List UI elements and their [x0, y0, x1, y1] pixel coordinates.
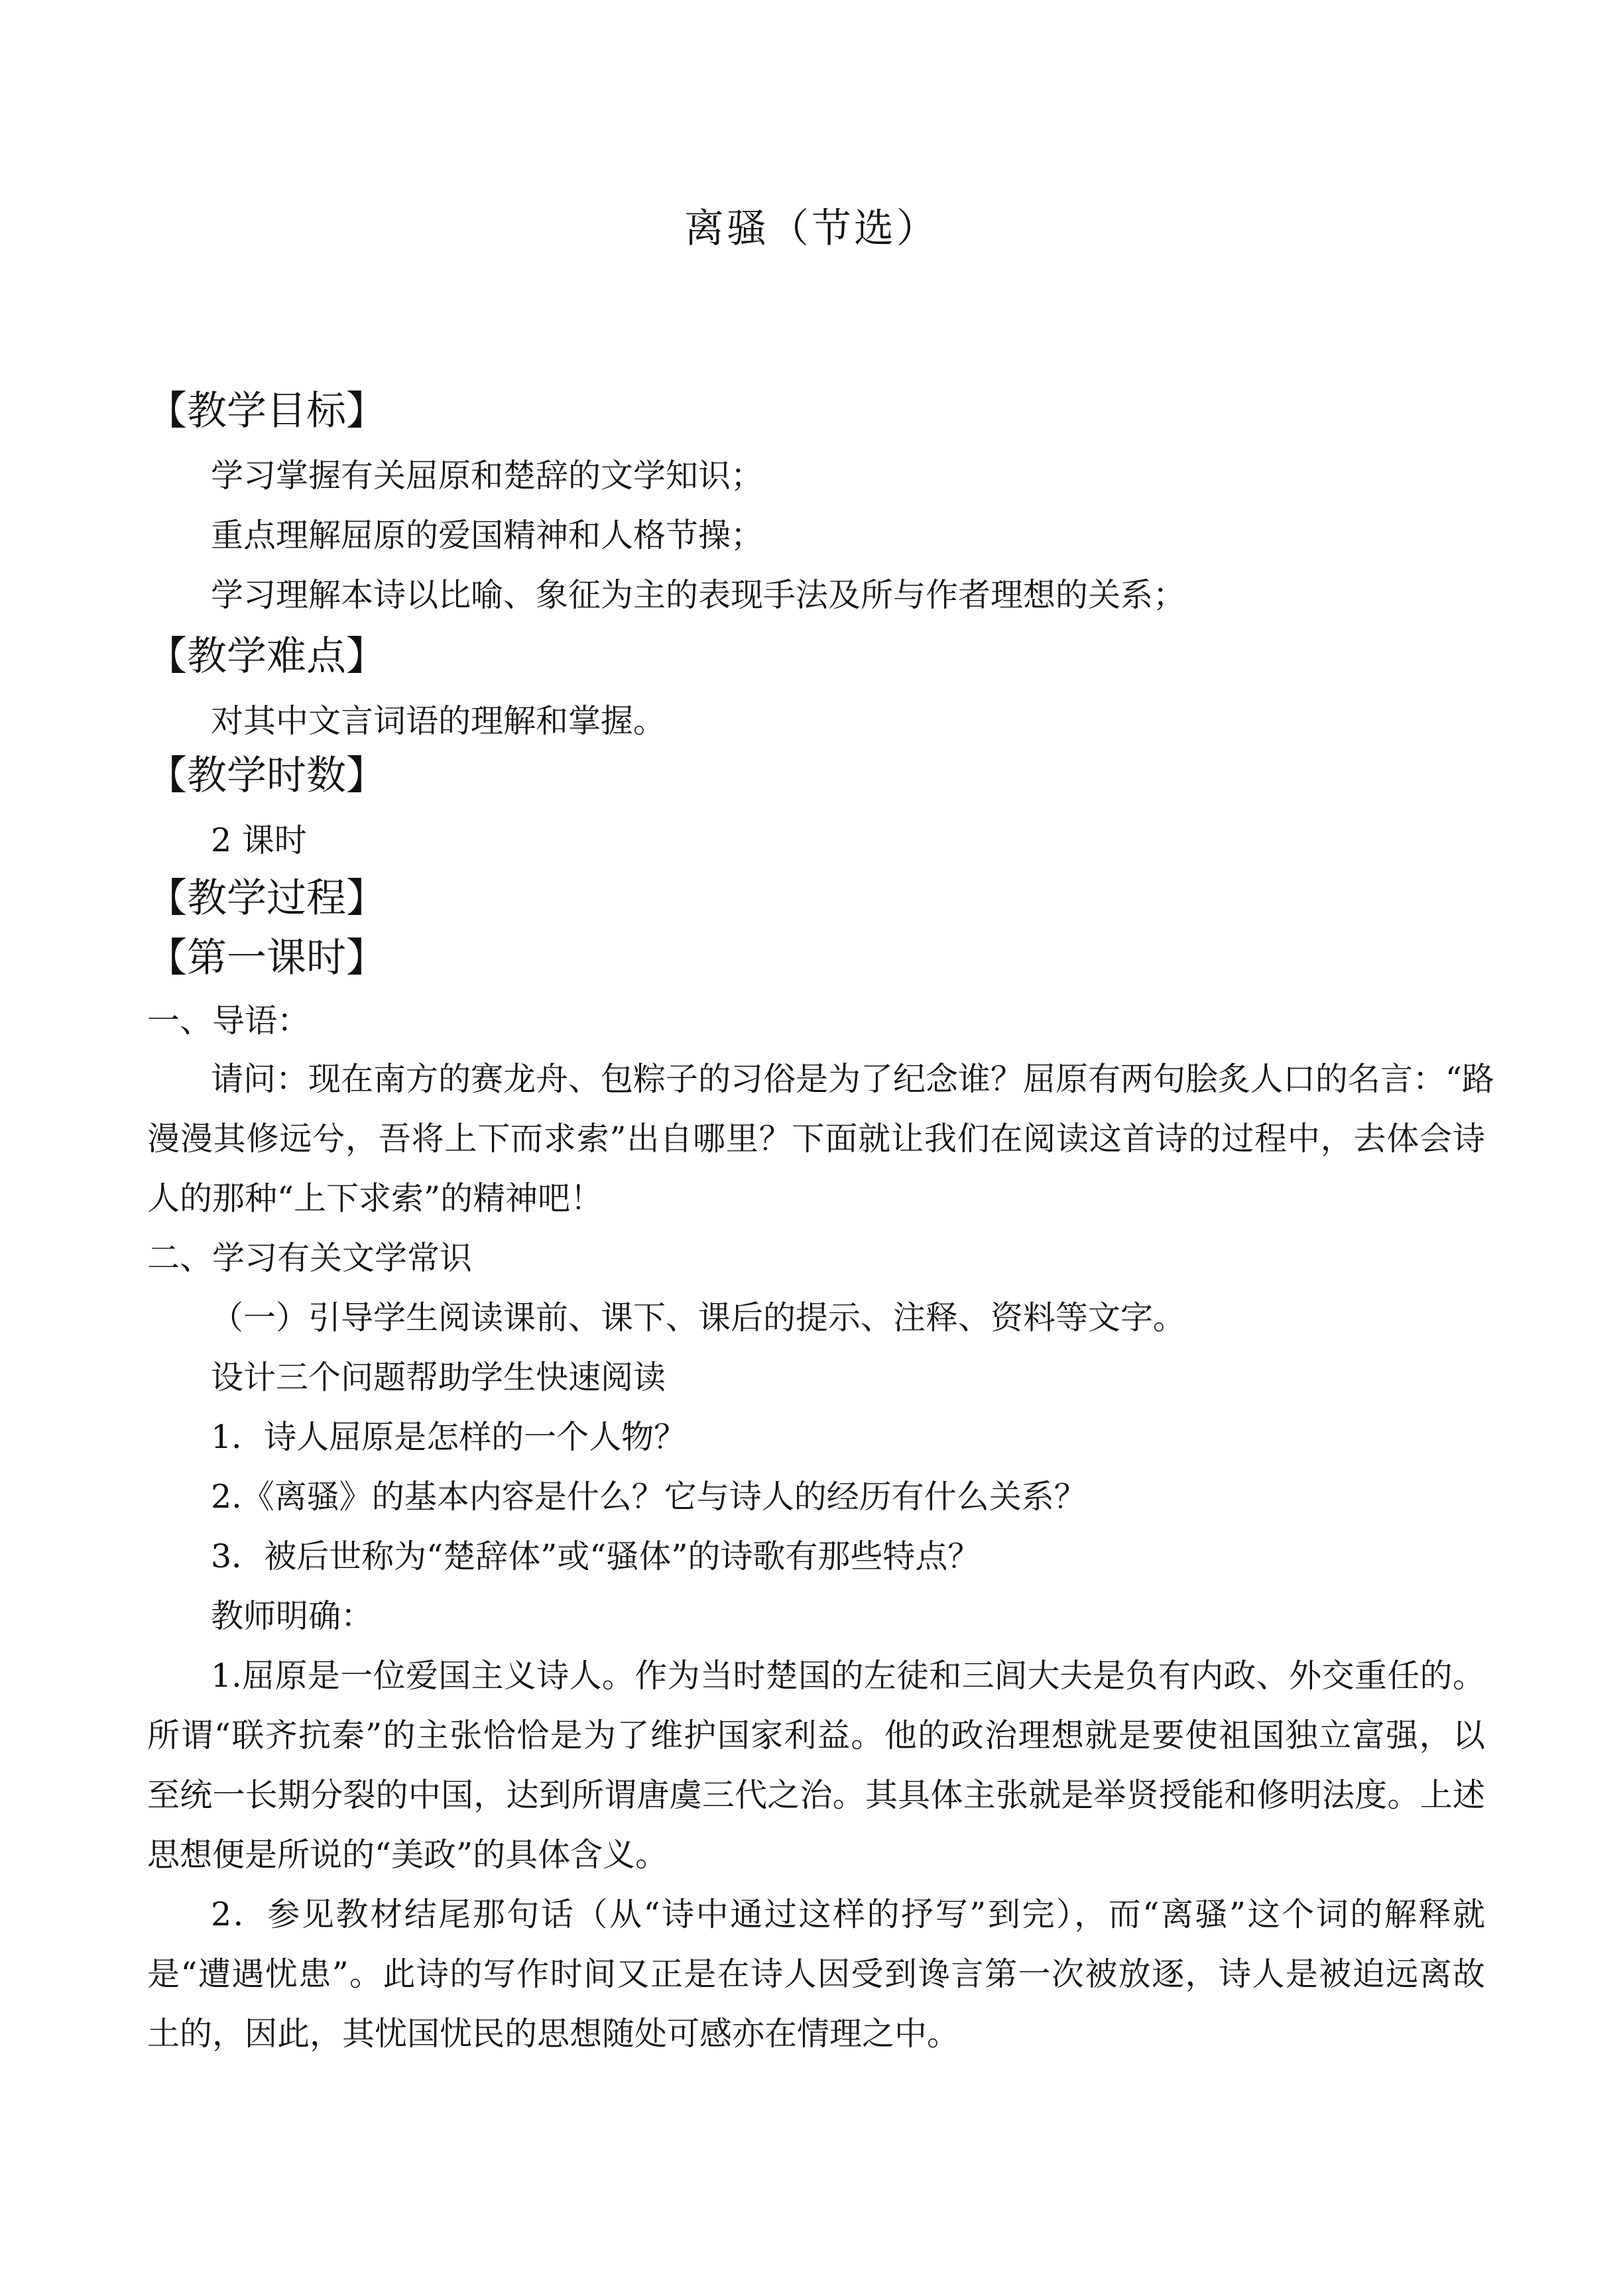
question-item: 1．诗人屈原是怎样的一个人物？	[211, 1418, 687, 1456]
answer-paragraph-line: 1.屈原是一位爱国主义诗人。作为当时楚国的左徒和三闾大夫是负有内政、外交重任的。	[211, 1657, 1485, 1695]
knowledge-subsection: 设计三个问题帮助学生快速阅读	[211, 1359, 666, 1396]
answer-paragraph-line: 思想便是所说的“美政”的具体含义。	[147, 1836, 668, 1874]
knowledge-subsection: （一）引导学生阅读课前、课下、课后的提示、注释、资料等文字。	[211, 1299, 1186, 1337]
document-title: 离骚（节选）	[684, 206, 939, 252]
section-heading-teaching-difficulty: 【教学难点】	[147, 633, 386, 680]
answer-paragraph-line: 至统一长期分裂的中国，达到所谓唐虞三代之治。其具体主张就是举贤授能和修明法度。上述	[147, 1776, 1485, 1814]
goal-item: 学习理解本诗以比喻、象征为主的表现手法及所与作者理想的关系；	[211, 576, 1186, 614]
intro-heading: 一、导语：	[147, 1002, 310, 1040]
difficulty-text: 对其中文言词语的理解和掌握。	[211, 702, 666, 740]
answer-paragraph-line: 2．参见教材结尾那句话（从“诗中通过这样的抒写”到完），而“离骚”这个词的解释就	[211, 1896, 1485, 1933]
knowledge-heading: 二、学习有关文学常识	[147, 1239, 473, 1277]
intro-paragraph-line: 漫漫其修远兮，吾将上下而求索”出自哪里？下面就让我们在阅读这首诗的过程中，去体会诗	[147, 1120, 1485, 1158]
intro-paragraph-line: 人的那种“上下求索”的精神吧！	[147, 1179, 603, 1217]
section-heading-teaching-process: 【教学过程】	[147, 875, 386, 922]
answer-paragraph-line: 是“遭遇忧患”。此诗的写作时间又正是在诗人因受到谗言第一次被放逐，诗人是被迫远离故	[147, 1955, 1485, 1993]
goal-item: 学习掌握有关屈原和楚辞的文学知识；	[211, 457, 764, 495]
section-heading-first-lesson: 【第一课时】	[147, 935, 386, 981]
answer-paragraph-line: 所谓“联齐抗秦”的主张恰恰是为了维护国家利益。他的政治理想就是要使祖国独立富强，以	[147, 1717, 1485, 1754]
answer-paragraph-line: 土的，因此，其忧国忧民的思想随处可感亦在情理之中。	[147, 2015, 960, 2053]
hours-text: 2 课时	[211, 821, 307, 859]
intro-paragraph-line: 请问：现在南方的赛龙舟、包粽子的习俗是为了纪念谁？屈原有两句脍炙人口的名言：“路	[211, 1060, 1495, 1098]
section-heading-teaching-goals: 【教学目标】	[147, 388, 386, 434]
question-item: 2.《离骚》的基本内容是什么？它与诗人的经历有什么关系？	[211, 1478, 1087, 1516]
goal-item: 重点理解屈原的爱国精神和人格节操；	[211, 516, 764, 554]
section-heading-teaching-hours: 【教学时数】	[147, 753, 386, 799]
question-item: 3．被后世称为“楚辞体”或“骚体”的诗歌有那些特点？	[211, 1538, 981, 1575]
teacher-label: 教师明确：	[211, 1597, 374, 1635]
